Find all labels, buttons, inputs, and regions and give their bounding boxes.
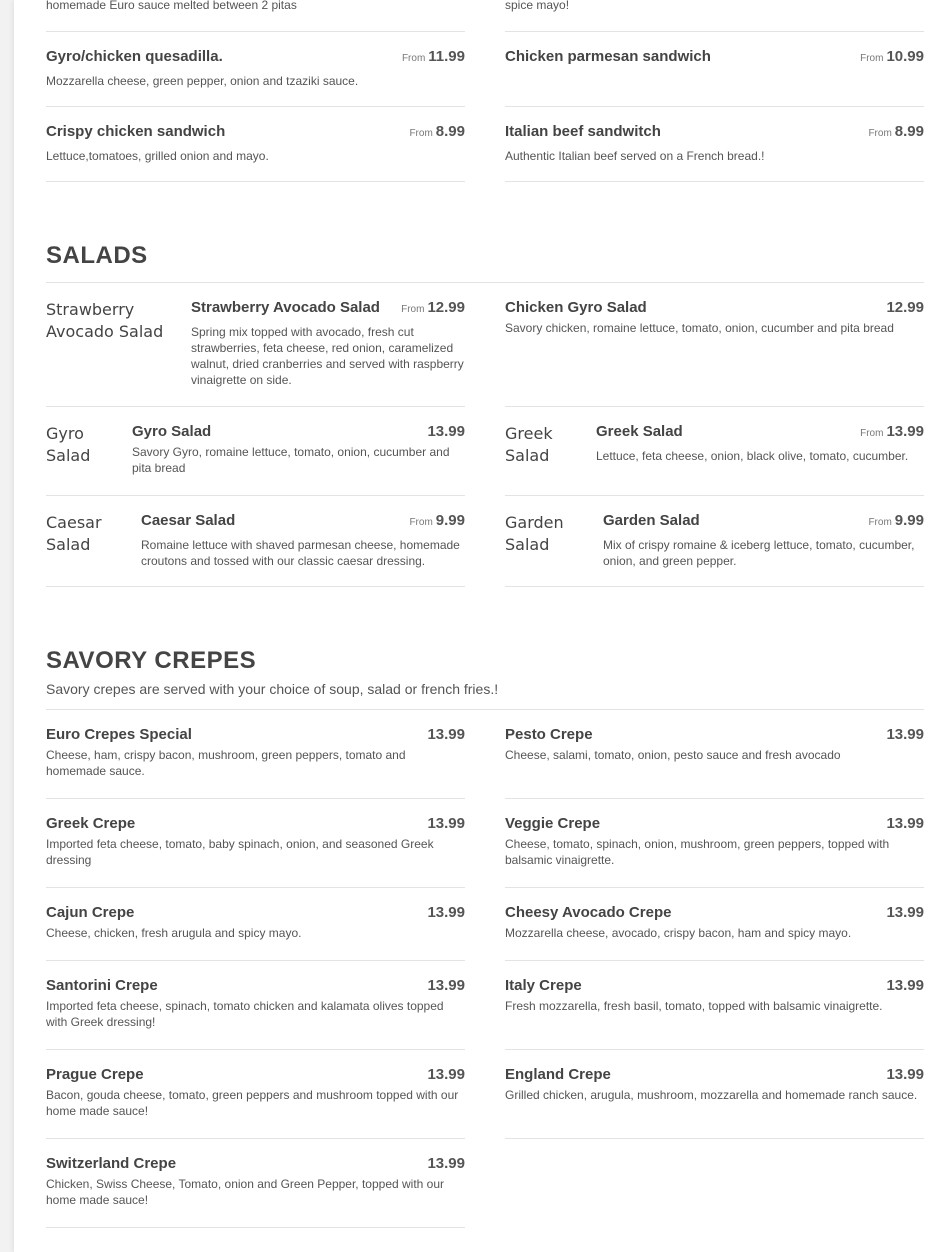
price-value: 12.99 (886, 299, 924, 316)
item-description: homemade Euro sauce melted between 2 pitas (46, 0, 297, 12)
item-description: Bacon, gouda cheese, tomato, green peppers and mushroom topped with our home made sauce! (46, 1088, 459, 1118)
item-name: Caesar Salad (141, 512, 236, 529)
menu-item[interactable] (46, 888, 465, 961)
item-price: 13.99 (427, 726, 465, 743)
menu-item[interactable] (46, 961, 465, 1050)
item-price: 13.99 (427, 815, 465, 832)
price-value: 10.99 (886, 48, 924, 65)
item-description: spice mayo! (505, 0, 570, 12)
item-description: Spring mix topped with avocado, fresh cut strawberries, feta cheese, red onion, caramelized walnut, dried cranberries and served with raspberry vinaigrette on side. (191, 325, 464, 387)
item-price (868, 512, 924, 529)
menu-item[interactable] (46, 1050, 465, 1139)
item-name: Prague Crepe (46, 1066, 144, 1083)
item-name: England Crepe (505, 1066, 611, 1083)
section-subtitle: Savory crepes are served with your choice of soup, salad or french fries.! (46, 681, 499, 697)
menu-item[interactable] (46, 32, 465, 107)
menu-item[interactable] (505, 1050, 924, 1139)
item-name: Cheesy Avocado Crepe (505, 904, 672, 921)
item-name: Strawberry Avocado Salad (191, 299, 380, 316)
item-price: 13.99 (886, 904, 924, 921)
price-from-label: From (409, 517, 433, 528)
item-price: 13.99 (886, 815, 924, 832)
price-value: 9.99 (435, 512, 465, 529)
item-description: Grilled chicken, arugula, mushroom, mozzarella and homemade ranch sauce. (505, 1088, 918, 1102)
item-price (409, 123, 465, 140)
item-description: Lettuce,tomatoes, grilled onion and mayo. (46, 149, 269, 163)
item-price (860, 48, 924, 65)
menu-item[interactable] (46, 1139, 465, 1228)
menu-item[interactable] (505, 496, 924, 587)
item-description: Cheese, tomato, spinach, onion, mushroom, green peppers, topped with balsamic vinaigrette. (505, 837, 890, 867)
item-description: Savory Gyro, romaine lettuce, tomato, onion, cucumber and pita bread (132, 445, 450, 475)
price-value: 13.99 (886, 423, 924, 440)
salads-grid (46, 283, 924, 587)
item-name: Cajun Crepe (46, 904, 135, 921)
item-price: 13.99 (886, 726, 924, 743)
garden-salad-image: Garden Salad (505, 513, 564, 554)
item-name: Greek Salad (596, 423, 683, 440)
gyro-salad-image: Gyro Salad (46, 424, 91, 465)
menu-item[interactable] (505, 799, 924, 888)
item-name: Gyro/chicken quesadilla. (46, 48, 223, 65)
item-price (886, 299, 924, 316)
item-name: Italy Crepe (505, 977, 582, 994)
menu-item-partial-right[interactable] (505, 0, 924, 32)
item-name: Gyro Salad (132, 423, 212, 440)
menu-item[interactable] (505, 107, 924, 182)
menu-content (46, 0, 924, 1228)
item-description: Imported feta cheese, tomato, baby spinach, onion, and seasoned Greek dressing (46, 837, 434, 867)
item-name: Euro Crepes Special (46, 726, 192, 743)
menu-item[interactable] (505, 283, 924, 407)
item-description: Cheese, chicken, fresh arugula and spicy mayo. (46, 926, 302, 940)
item-price (860, 423, 924, 440)
item-description: Chicken, Swiss Cheese, Tomato, onion and Green Pepper, topped with our home made sauce! (46, 1177, 445, 1207)
item-description: Savory chicken, romaine lettuce, tomato, onion, cucumber and pita bread (505, 321, 894, 335)
item-description: Romaine lettuce with shaved parmesan cheese, homemade croutons and tossed with our classic caesar dressing. (141, 538, 460, 568)
menu-item[interactable] (505, 32, 924, 107)
menu-item[interactable] (46, 799, 465, 888)
price-value: 8.99 (435, 123, 465, 140)
item-description: Mix of crispy romaine & iceberg lettuce, tomato, cucumber, onion, and green pepper. (603, 538, 915, 568)
price-from-label: From (868, 128, 892, 139)
caesar-salad-image: Caesar Salad (46, 513, 102, 554)
price-value: 8.99 (894, 123, 924, 140)
item-name: Crispy chicken sandwich (46, 123, 226, 140)
price-value: 9.99 (894, 512, 924, 529)
price-value: 12.99 (427, 299, 465, 316)
item-price: 13.99 (427, 1155, 465, 1172)
item-price: 13.99 (427, 904, 465, 921)
item-name: Garden Salad (603, 512, 700, 529)
item-description: Cheese, ham, crispy bacon, mushroom, green peppers, tomato and homemade sauce. (46, 748, 406, 778)
price-from-label: From (860, 428, 884, 439)
menu-item[interactable] (46, 496, 465, 587)
greek-salad-image: Greek Salad (505, 424, 553, 465)
item-description: Mozzarella cheese, green pepper, onion and tzaziki sauce. (46, 74, 359, 88)
item-description: Lettuce, feta cheese, onion, black olive, tomato, cucumber. (596, 449, 909, 463)
item-price: 13.99 (427, 1066, 465, 1083)
item-description: Imported feta cheese, spinach, tomato chicken and kalamata olives topped with Greek dressing! (46, 999, 444, 1029)
item-description: Authentic Italian beef served on a French bread.! (505, 149, 765, 163)
item-price (409, 512, 465, 529)
menu-page (14, 0, 950, 1252)
menu-item-partial-left[interactable] (46, 0, 465, 32)
item-name: Veggie Crepe (505, 815, 601, 832)
item-name: Italian beef sandwitch (505, 123, 661, 140)
menu-item[interactable] (505, 710, 924, 799)
price-value: 13.99 (427, 423, 465, 440)
price-from-label: From (401, 53, 426, 64)
item-name: Switzerland Crepe (46, 1155, 177, 1172)
sandwiches-partial-row (46, 0, 924, 32)
menu-item[interactable] (46, 283, 465, 407)
item-name: Chicken parmesan sandwich (505, 48, 711, 65)
item-price: 13.99 (886, 1066, 924, 1083)
item-price (401, 299, 465, 316)
item-name: Chicken Gyro Salad (505, 299, 647, 316)
crepes-section-header (46, 647, 924, 710)
section-title: SAVORY CREPES (46, 647, 257, 674)
item-name: Santorini Crepe (46, 977, 158, 994)
menu-item[interactable] (46, 107, 465, 182)
menu-item[interactable] (46, 407, 465, 496)
menu-item[interactable] (46, 710, 465, 799)
section-title: SALADS (46, 242, 148, 269)
price-from-label: From (409, 128, 433, 139)
price-from-label: From (868, 517, 892, 528)
strawberry-avocado-salad-image: Strawberry Avocado Salad (46, 300, 164, 341)
item-price: 13.99 (886, 977, 924, 994)
salads-section-header (46, 242, 924, 283)
price-from-label: From (401, 304, 425, 315)
item-description: Cheese, salami, tomato, onion, pesto sauce and fresh avocado (505, 748, 841, 762)
sandwiches-grid (46, 32, 924, 182)
price-value: 11.99 (428, 48, 465, 65)
item-description: Fresh mozzarella, fresh basil, tomato, topped with balsamic vinaigrette. (505, 999, 883, 1013)
menu-item[interactable] (505, 888, 924, 961)
menu-item[interactable] (505, 407, 924, 496)
menu-item[interactable] (505, 961, 924, 1050)
item-price (402, 48, 465, 65)
price-from-label: From (860, 53, 884, 64)
item-price (427, 423, 465, 440)
item-name: Pesto Crepe (505, 726, 593, 743)
item-price (868, 123, 924, 140)
item-description: Mozzarella cheese, avocado, crispy bacon, ham and spicy mayo. (505, 926, 852, 940)
item-name: Greek Crepe (46, 815, 136, 832)
crepes-grid (46, 710, 924, 1228)
item-price: 13.99 (427, 977, 465, 994)
